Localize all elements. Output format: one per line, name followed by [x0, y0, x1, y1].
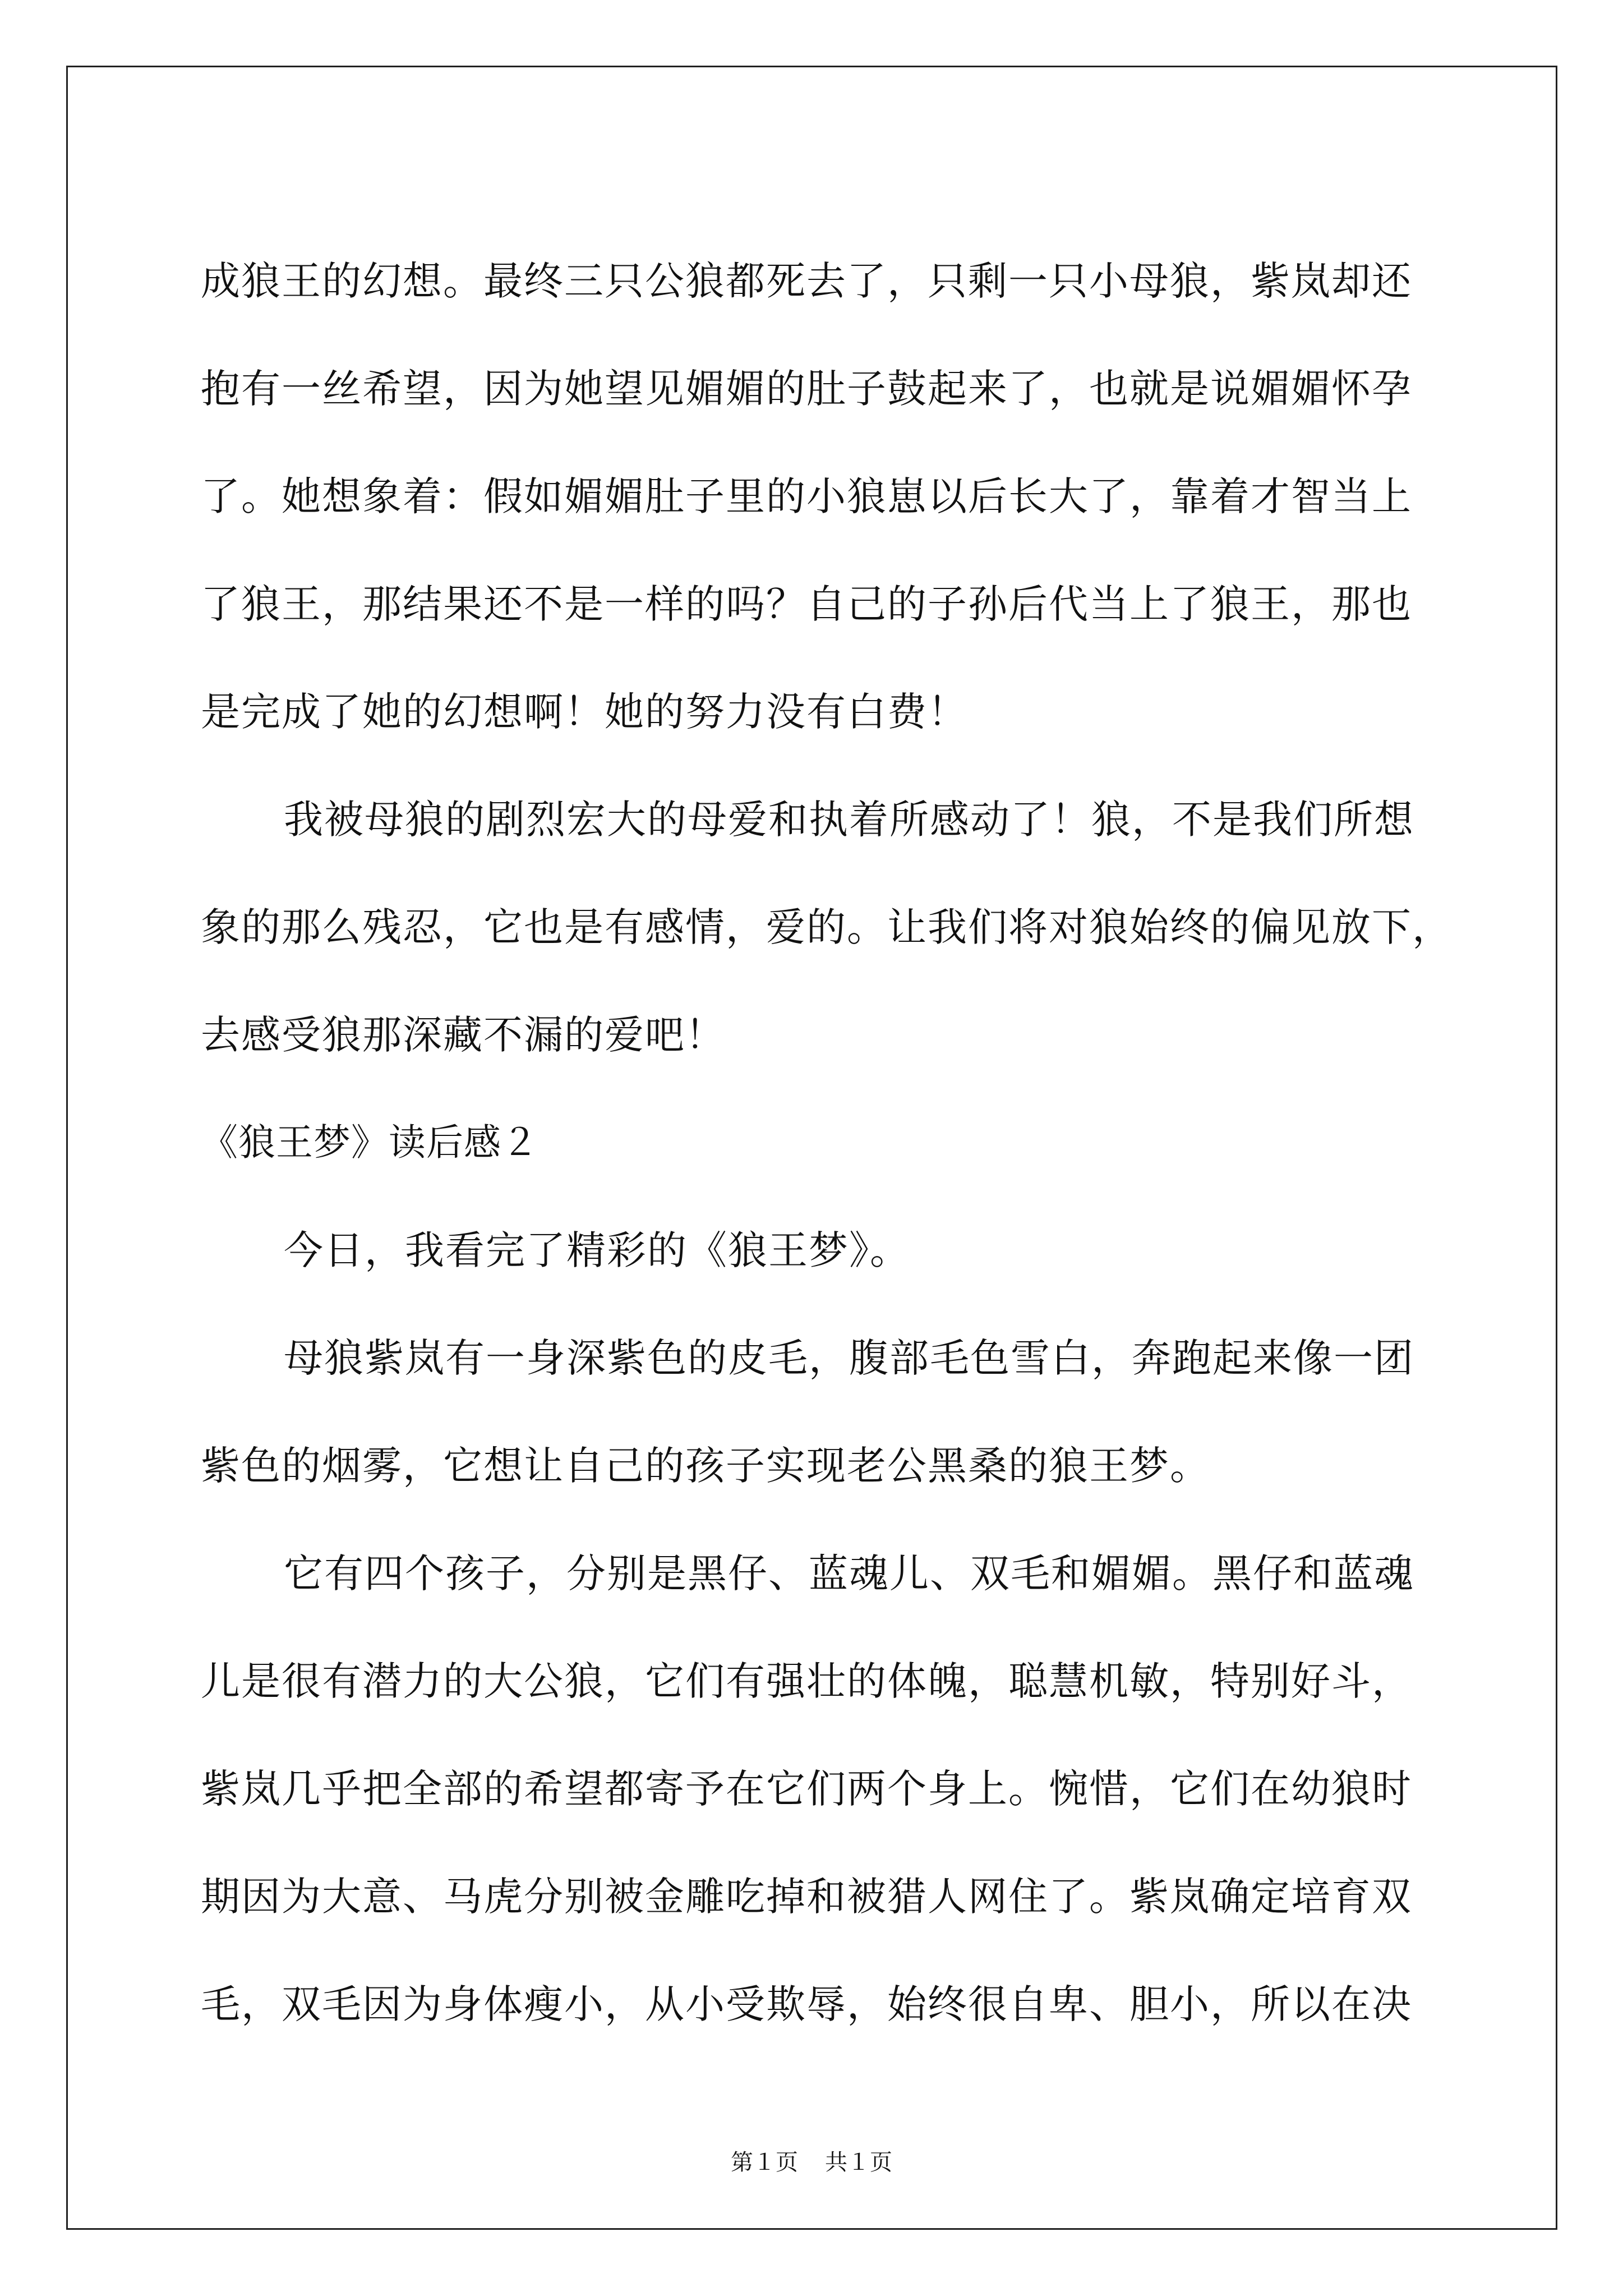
- text-line: 抱有一丝希望，因为她望见媚媚的肚子鼓起来了，也就是说媚媚怀孕: [201, 366, 1412, 412]
- page-total: 共１页: [825, 2150, 892, 2175]
- text-line: 成狼王的幻想。最终三只公狼都死去了，只剩一只小母狼，紫岚却还: [201, 258, 1412, 304]
- text-line: 紫岚几乎把全部的希望都寄予在它们两个身上。惋惜，它们在幼狼时: [201, 1766, 1412, 1812]
- text-line: 紫色的烟雾，它想让自己的孩子实现老公黑桑的狼王梦。: [201, 1443, 1210, 1489]
- page-footer: [0, 2146, 1623, 2179]
- document-body: [201, 227, 1463, 2058]
- page-number: 第１页: [731, 2150, 798, 2175]
- text-line: 毛，双毛因为身体瘦小，从小受欺辱，始终很自卑、胆小，所以在决: [201, 1981, 1412, 2027]
- text-line: 去感受狼那深藏不漏的爱吧！: [201, 1012, 726, 1058]
- text-line: 母狼紫岚有一身深紫色的皮毛，腹部毛色雪白，奔跑起来像一团: [284, 1335, 1414, 1381]
- text-line: 期因为大意、马虎分别被金雕吃掉和被猎人网住了。紫岚确定培育双: [201, 1874, 1412, 1920]
- section-heading: 《狼王梦》读后感２: [201, 1121, 539, 1164]
- text-line: 是完成了她的幻想啊！她的努力没有白费！: [201, 689, 968, 735]
- text-line: 了狼王，那结果还不是一样的吗？自己的子孙后代当上了狼王，那也: [201, 581, 1412, 627]
- text-line: 儿是很有潜力的大公狼，它们有强壮的体魄，聪慧机敏，特别好斗，: [201, 1658, 1412, 1704]
- text-line: 今日，我看完了精彩的《狼王梦》。: [284, 1227, 910, 1273]
- text-line: 它有四个孩子，分别是黑仔、蓝魂儿、双毛和媚媚。黑仔和蓝魂: [284, 1550, 1414, 1596]
- text-line: 了。她想象着：假如媚媚肚子里的小狼崽以后长大了，靠着才智当上: [201, 473, 1412, 519]
- text-line: 我被母狼的剧烈宏大的母爱和执着所感动了！狼，不是我们所想: [284, 797, 1414, 843]
- text-line: 象的那么残忍，它也是有感情，爱的。让我们将对狼始终的偏见放下，: [201, 904, 1453, 950]
